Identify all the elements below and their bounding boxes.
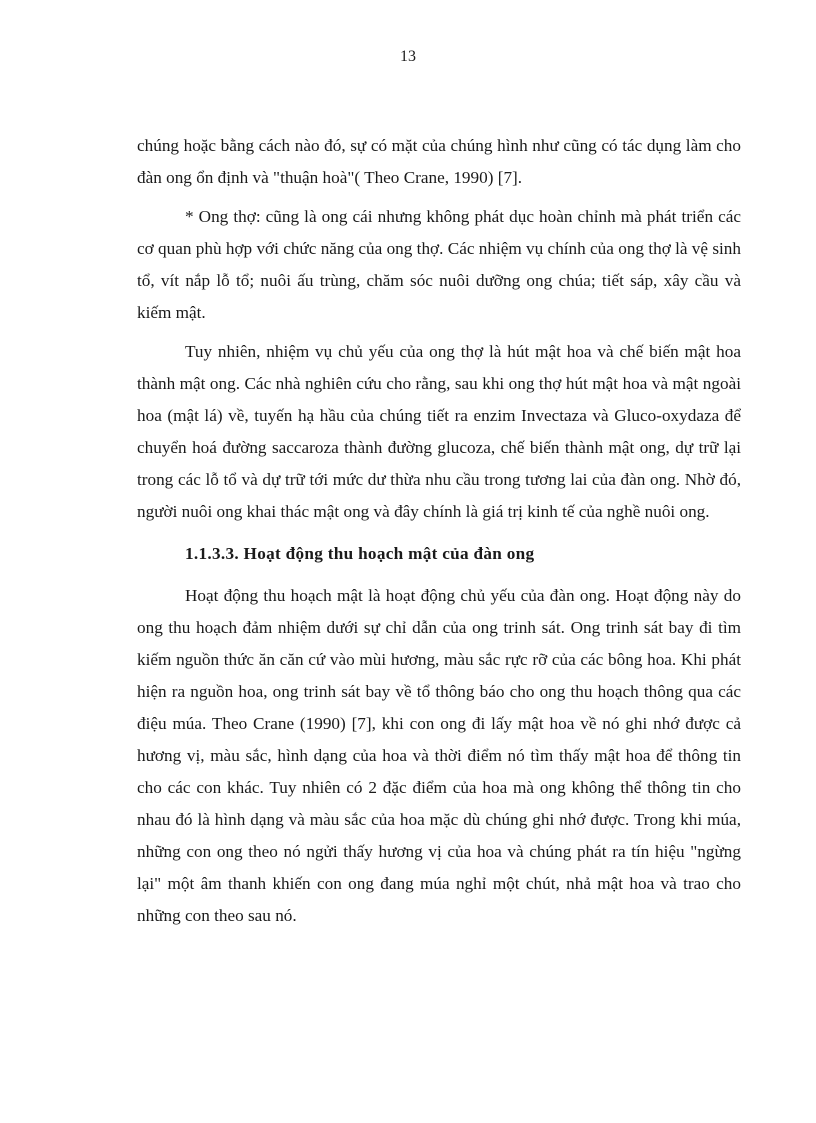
paragraph-worker-bee: * Ong thợ: cũng là ong cái nhưng không phát dục hoàn chỉnh mà phát triển các cơ quan phù hợp với chức năng của ong thợ. Các nhiệm vụ chính của ong thợ là vệ sinh tổ, vít nắp lỗ tổ; nuôi ấu trùng, chăm sóc nuôi dưỡng ong chúa; tiết sáp, xây cầu và kiếm mật. <box>137 207 741 322</box>
paragraph-queen-continuation: chúng hoặc bằng cách nào đó, sự có mặt của chúng hình như cũng có tác dụng làm cho đàn ong ổn định và "thuận hoà"( Theo Crane, 1990) [7]. <box>137 136 741 187</box>
paragraph-honey-processing: Tuy nhiên, nhiệm vụ chủ yếu của ong thợ là hút mật hoa và chế biến mật hoa thành mật ong. Các nhà nghiên cứu cho rằng, sau khi ong thợ hút mật hoa và mật ngoài hoa (mật lá) về, tuyến hạ hầu của chúng tiết ra enzim Invectaza và Gluco-oxydaza để chuyển hoá đường saccaroza thành đường glucoza, chế biến thành mật ong, dự trữ lại trong các lỗ tổ và dự trữ tới mức dư thừa nhu cầu trong tương lai của đàn ong. Nhờ đó, người nuôi ong khai thác mật ong và đây chính là giá trị kinh tế của nghề nuôi ong. <box>137 342 741 521</box>
page-body <box>137 130 741 932</box>
page-number: 13 <box>400 48 416 65</box>
paragraph-foraging: Hoạt động thu hoạch mật là hoạt động chủ yếu của đàn ong. Hoạt động này do ong thu hoạch đảm nhiệm dưới sự chỉ dẫn của ong trinh sát. Ong trinh sát bay đi tìm kiếm nguồn thức ăn căn cứ vào mùi hương, màu sắc rực rỡ của các bông hoa. Khi phát hiện ra nguồn hoa, ong trinh sát bay về tổ thông báo cho ong thu hoạch thông qua các điệu múa. Theo Crane (1990) [7], khi con ong đi lấy mật hoa về nó ghi nhớ được cả hương vị, màu sắc, hình dạng của hoa và thời điểm nó tìm thấy mật hoa để thông tin cho các con khác. Tuy nhiên có 2 đặc điểm của hoa mà ong không thể thông tin cho nhau đó là hình dạng và màu sắc của hoa mặc dù chúng ghi nhớ được. Trong khi múa, những con ong theo nó ngửi thấy hương vị của hoa và chúng phát ra tín hiệu "ngừng lại" một âm thanh khiến con ong đang múa nghỉ một chút, nhả mật hoa và trao cho những con theo sau nó. <box>137 586 741 925</box>
section-heading: 1.1.3.3. Hoạt động thu hoạch mật của đàn ong <box>185 544 535 563</box>
